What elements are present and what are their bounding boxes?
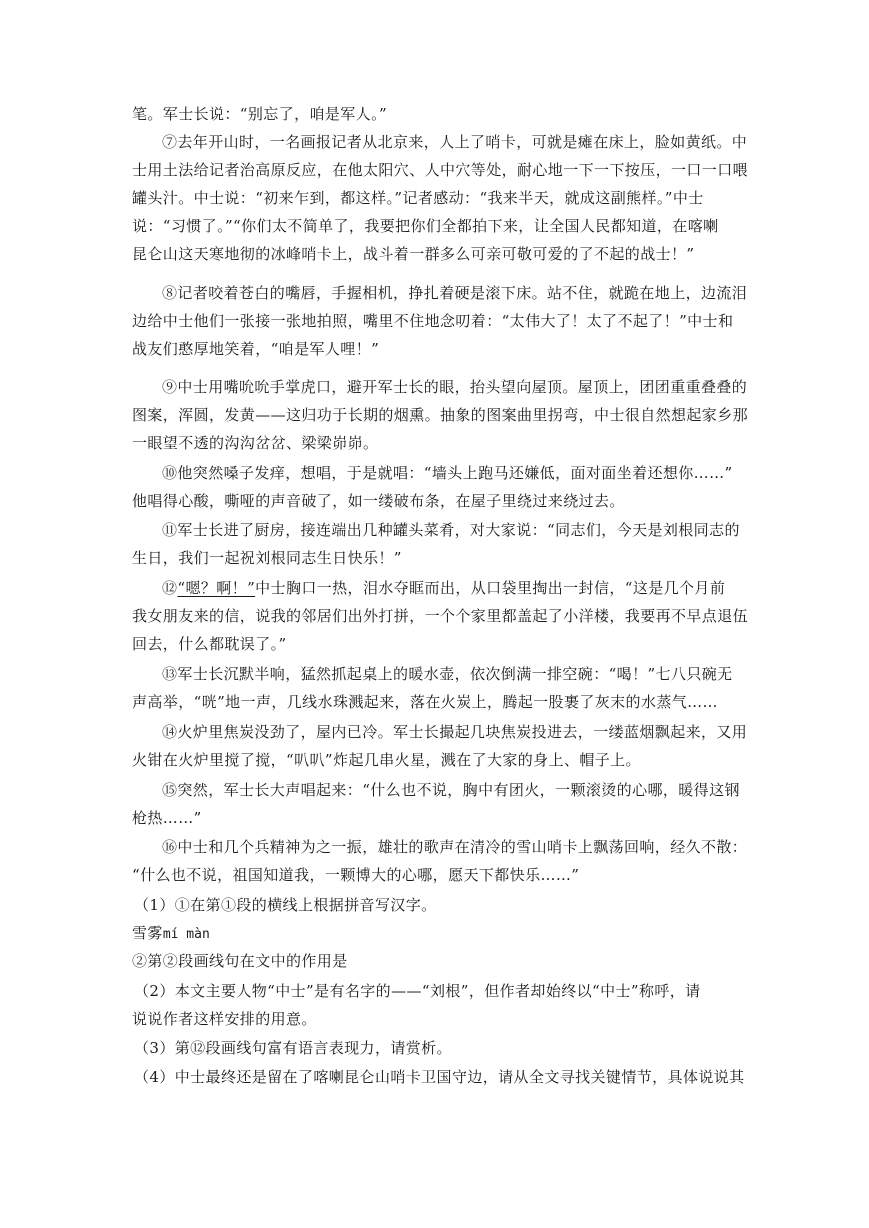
text-line: 罐头汁。中士说：“初来乍到，都这样。”记者感动：“我来半天，就成这副熊样。”中士 [132,189,704,207]
text-line: 战友们憨厚地笑着，“咱是军人哩！” [132,340,380,358]
pinyin-text: mí màn [162,927,210,942]
question-1-word-line [132,923,742,945]
text-line: 图案，浑圆，发黄——这归功于长期的烟熏。抽象的图案曲里拐弯，中士很自然想起家乡那 [132,406,749,424]
paragraph-7-line: ⑦去年开山时，一名画报记者从北京来，人上了哨卡，可就是瘫在床上，脸如黄纸。中 [162,133,748,151]
text-line: 昆仑山这天寒地彻的冰峰哨卡上，战斗着一群多么可亲可敬可爱的了不起的战士！” [132,245,695,263]
paragraph-12-line [162,578,772,598]
paragraph-16-line: ⑯中士和几个兵精神为之一振，雄壮的歌声在清冷的雪山哨卡上飘荡回响，经久不散： [162,838,748,856]
question-1-part-2: ②第②段画线句在文中的作用是 [132,952,348,970]
paragraph-8-line: ⑧记者咬着苍白的嘴唇，手握相机，挣扎着硬是滚下床。站不住，就跪在地上，边流泪 [162,284,748,302]
paragraph-14-line: ⑭火炉里焦炭没劲了，屋内已冷。军士长撮起几块焦炭投进去，一缕蓝烟飘起来，又用 [162,723,748,741]
paragraph-9-line: ⑨中士用嘴吮吮手掌虎口，避开军士长的眼，抬头望向屋顶。屋顶上，团团重重叠叠的 [162,378,748,396]
text-line: 枪热……” [132,809,202,827]
question-3: （3）第⑫段画线句富有语言表现力，请赏析。 [134,1039,452,1057]
text-line: 回去，什么都耽误了。” [132,635,287,653]
question-4: （4）中士最终还是留在了喀喇昆仑山哨卡卫国守边，请从全文寻找关键情节，具体说说其 [134,1068,745,1086]
text-line: 生日，我们一起祝刘根同志生日快乐！” [132,549,402,567]
question-2: （2）本文主要人物“中士”是有名字的——“刘根”，但作者却始终以“中士”称呼，请 [134,982,701,1000]
question-1: （1）①在第①段的横线上根据拼音写汉字。 [134,896,437,914]
text-line: 声高举，“咣”地一声，几线水珠溅起来，落在火炭上，腾起一股裹了灰末的水蒸气…… [132,693,718,711]
text-line: 边给中士他们一张接一张地拍照，嘴里不住地念叨着：“太伟大了！太了不起了！”中士和 [132,312,734,330]
paragraph-13-line: ⑬军士长沉默半响，猛然抓起桌上的暖水壶，依次倒满一排空碗：“喝！”七八只碗无 [162,665,733,683]
paragraph-15-line: ⑮突然，军士长大声唱起来：“什么也不说，胸中有团火，一颗滚烫的心哪，暖得这钢 [162,781,740,799]
text-line: 我女朋友来的信，说我的邻居们出外打拼，一个个家里都盖起了小洋楼，我要再不早点退伍 [132,607,749,625]
text-line: 他唱得心酸，嘶哑的声音破了，如一缕破布条，在屋子里绕过来绕过去。 [132,492,625,510]
text-line: “什么也不说，祖国知道我，一颗博大的心哪，愿天下都快乐……” [132,866,580,884]
text-line: 笔。军士长说：“别忘了，咱是军人。” [132,105,388,123]
paragraph-11-line: ⑪军士长进了厨房，接连端出几种罐头菜肴，对大家说：“同志们，今天是刘根同志的 [162,521,740,539]
underlined-sentence: “嗯？啊！” [177,579,256,597]
text-line: 火钳在火炉里搅了搅，“叭叭”炸起几串火星，溅在了大家的身上、帽子上。 [132,751,641,769]
paragraph-12-text: 中士胸口一热，泪水夺眶而出，从口袋里掏出一封信，“这是几个月前 [255,579,726,597]
text-line: 士用土法给记者治高原反应，在他太阳穴、人中穴等处，耐心地一下一下按压，一口一口喂 [132,161,749,179]
paragraph-10-line: ⑩他突然嗓子发痒，想唱，于是就唱：“墙头上跑马还嫌低，面对面坐着还想你……” [162,464,733,482]
text-line: 说说作者这样安排的用意。 [132,1010,317,1028]
paragraph-number: ⑫ [162,579,178,597]
text-line: 说：“习惯了。”“你们太不简单了，我要把你们全都拍下来，让全国人民都知道，在喀喇 [132,217,719,235]
text-line: 一眼望不透的沟沟岔岔、梁梁峁峁。 [132,434,379,452]
word-label: 雪雾 [132,924,163,942]
